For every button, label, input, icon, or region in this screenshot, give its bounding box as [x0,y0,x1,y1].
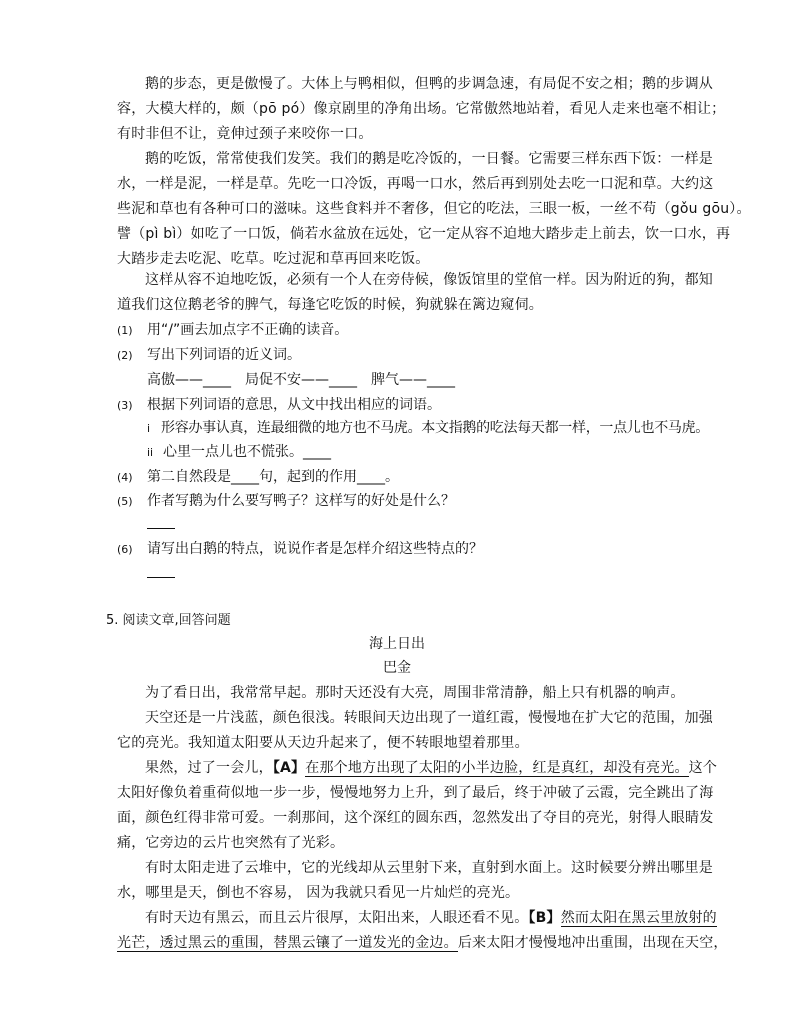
text-line: 有时太阳走进了云堆中，它的光线却从云里射下来，直射到水面上。这时候要分辨出哪里是 [145,860,713,876]
article-title: 海上日出 [369,636,425,652]
question-5 [117,489,717,514]
text-line: 这样从容不迫地吃饭，必须有一个人在旁侍候，像饭馆里的堂倌一样。因为附近的狗，都知 [145,272,713,288]
text-line: 容，大模大样的，颇（pō pó）像京剧里的净角出场。它常傲然地站着，看见人走来也毫不相让； [117,101,726,117]
passage-paragraph [117,268,713,318]
text-line: 面，颜色红得非常可爱。一刹那间，这个深红的圆东西，忽然发出了夺目的亮光，射得人眼睛发 [117,810,714,826]
text-line: 些泥和草也有各种可口的滋味。这些食料并不奢侈，但它的吃法，三眼一板，一丝不苟（gǒu gōu）。 [117,201,751,217]
underlined-sentence-b: 然而太阳在黑云里放射的 [560,910,717,926]
question-number: (6) [117,543,133,556]
passage-paragraph [117,681,707,706]
text-line: 水，一样是泥，一样是草。先吃一口冷饭，再喝一口水，然后再到别处去吃一口泥和草。大约这 [117,176,714,192]
passage-paragraph [117,906,728,956]
text-line: 譬（pì bì）如吃了一口饭，倘若水盆放在远处，它一定从容不迫地大踏步走上前去，饮一口水，再 [117,226,731,242]
passage-paragraph [117,147,751,272]
section-heading: 5. 阅读文章,回答问题 [106,613,231,628]
sub-text: 心里一点儿也不慌张。____ [163,444,331,460]
synonym-blanks: 高傲——____ 局促不安——____ 脾气——____ [147,372,455,388]
answer-blank[interactable] [147,511,175,536]
marker-a: 【A】 [272,760,306,776]
underlined-sentence-b-cont: 光芒，透过黑云的重围，替黑云镶了一道发光的金边。 [117,935,458,951]
passage-paragraph [117,706,713,756]
text-run: 后来太阳才慢慢地冲出重围，出现在天空， [457,935,728,951]
question-3 [117,393,717,418]
question-text: 作者写鹅为什么要写鸭子？这样写的好处是什么？ [147,493,455,509]
text-line: 鹅的吃饭，常常使我们发笑。我们的鹅是吃冷饭的，一日餐。它需要三样东西下饭：一样是 [145,151,713,167]
sub-question-ii [147,440,331,465]
question-number: (4) [117,471,133,484]
text-line: 天空还是一片浅蓝，颜色很浅。转眼间天边出现了一道红霞，慢慢地在扩大它的范围，加强 [145,710,713,726]
text-run: 这个 [688,760,718,776]
answer-blank[interactable] [147,560,175,585]
question-number: (1) [117,324,133,337]
question-text: 第二自然段是____句，起到的作用____。 [147,469,399,485]
question-number: (5) [117,495,133,508]
text-line: 水，哪里是天，倒也不容易， 因为我就只看见一片灿烂的亮光。 [117,885,520,901]
question-text: 根据下列词语的意思，从文中找出相应的词语。 [147,397,441,413]
underlined-sentence-a: 在那个地方出现了太阳的小半边脸，红是真红，却没有亮光。 [305,760,689,776]
question-text: 用“/”画去加点字不正确的读音。 [147,322,349,338]
text-line: 为了看日出，我常常早起。那时天还没有大亮，周围非常清静，船上只有机器的响声。 [145,685,685,701]
marker-b: 【B】 [528,910,561,926]
text-run: 有时天边有黑云，而且云片很厚，太阳出来，人眼还看不见。 [145,910,529,926]
sub-text: 形容办事认真，连最细微的地方也不马虎。本文指鹅的吃法每天都一样，一点儿也不马虎。 [161,420,709,436]
sub-question-i [147,416,709,441]
text-line: 它的亮光。我知道太阳要从天边升起来了，便不转眼地望着那里。 [117,735,529,751]
question-text: 写出下列词语的近义词。 [147,347,301,363]
question-1 [117,318,717,343]
question-6 [117,537,717,562]
passage-paragraph [117,856,713,906]
text-line: 道我们这位鹅老爷的脾气，每逢它吃饭的时候，狗就躲在篱边窥伺。 [117,297,543,313]
sub-number: i [147,422,151,435]
question-text: 请写出白鹅的特点，说说作者是怎样介绍这些特点的？ [147,541,483,557]
text-line: 太阳好像负着重荷似地一步一步，慢慢地努力上升，到了最后，终于冲破了云霞，完全跳出了海 [117,785,714,801]
text-line [117,931,728,956]
text-line: 大踏步走去吃泥、吃草。吃过泥和草再回来吃饭。 [117,251,430,267]
passage-paragraph [117,72,726,147]
question-2 [117,343,717,368]
text-line: 有时非但不让，竟伸过颈子来咬你一口。 [117,126,373,142]
article-author: 巴金 [383,660,411,676]
text-line: 鹅的步态，更是傲慢了。大体上与鸭相似，但鸭的步调急速，有局促不安之相；鹅的步调从 [145,76,713,92]
text-line [117,756,718,781]
text-line: 痛，它旁边的云片也突然有了光彩。 [117,835,345,851]
question-number: (3) [117,399,133,412]
question-number: (2) [117,349,133,362]
passage-paragraph [117,756,718,856]
sub-number: ii [147,446,154,459]
question-4 [117,465,717,490]
text-run: 果然，过了一会儿， [145,760,273,776]
text-line [117,906,717,931]
